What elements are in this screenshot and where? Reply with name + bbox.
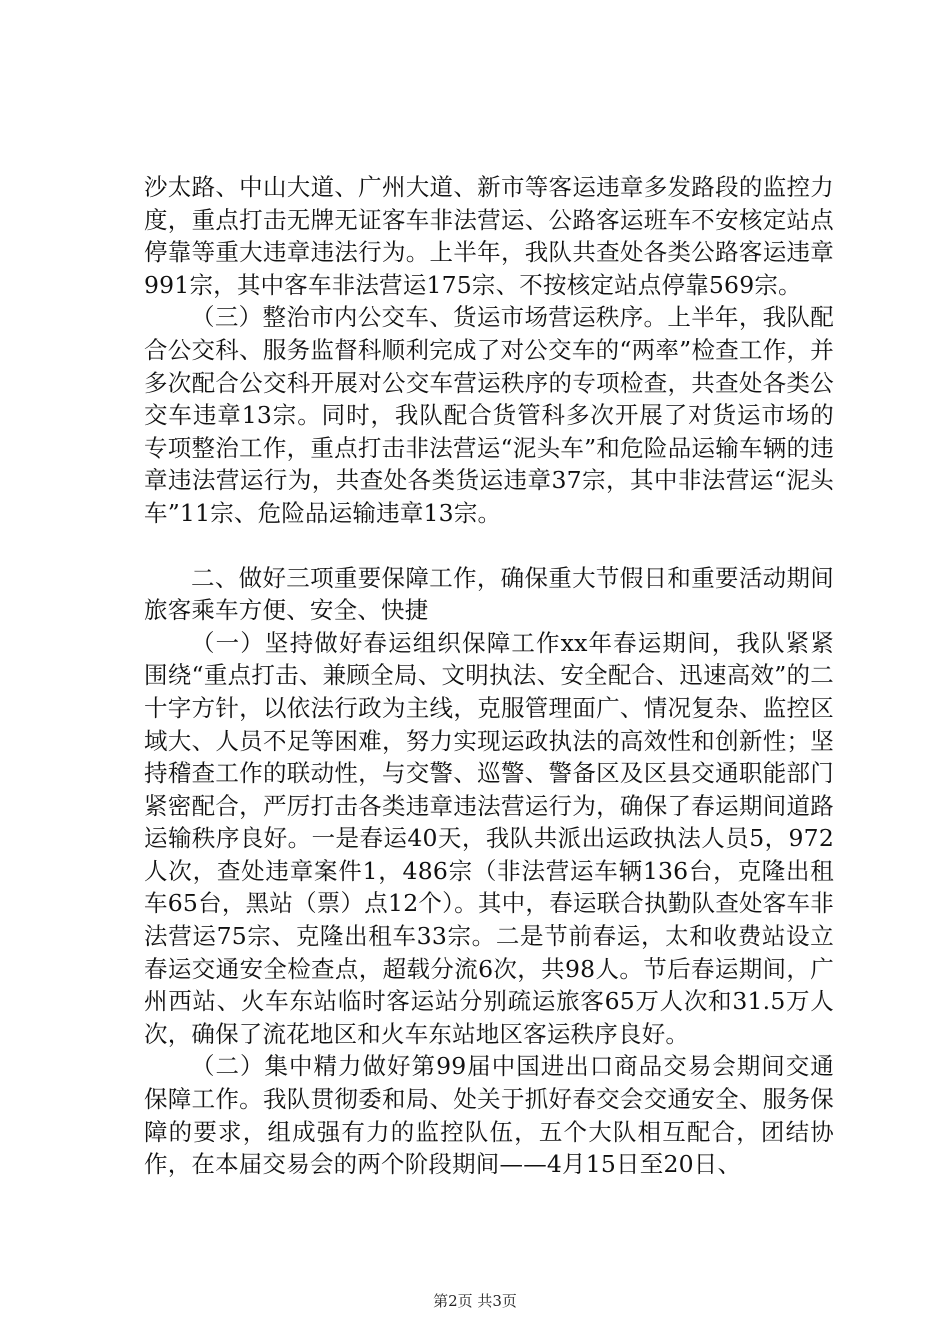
paragraph-spring-transport: （一）坚持做好春运组织保障工作xx年春运期间，我队紧紧围绕“重点打击、兼顾全局、文明执法、安全配合、迅速高效”的二十字方针，以依法行政为主线，克服管理面广、情况复杂、监控区域大、人员不足等困难，努力实现运政执法的高效性和创新性；坚持稽查工作的联动性，与交警、巡警、警备区及区县交通职能部门紧密配合，严厉打击各类违章违法营运行为，确保了春运期间道路运输秩序良好。一是春运40天，我队共派出运政执法人员5，972人次，查处违章案件1，486宗（非法营运车辆136台，克隆出租车65台，黑站（票）点12个）。其中，春运联合执勤队查处客车非法营运75宗、克隆出租车33宗。二是节前春运，太和收费站设立春运交通安全检查点，超载分流6次，共98人。节后春运期间，广州西站、火车东站临时客运站分别疏运旅客65万人次和31.5万人次，确保了流花地区和火车东站地区客运秩序良好。 xyxy=(144,628,834,1048)
paragraph-trade-fair: （二）集中精力做好第99届中国进出口商品交易会期间交通保障工作。我队贯彻委和局、处关于抓好春交会交通安全、服务保障的要求，组成强有力的监控队伍，五个大队相互配合，团结协作，在本届交易会的两个阶段期间——4月15日至20日、 xyxy=(144,1052,834,1179)
paragraph-section-3: （三）整治市内公交车、货运市场营运秩序。上半年，我队配合公交科、服务监督科顺利完成了对公交车的“两率”检查工作，并多次配合公交科开展对公交车营运秩序的专项检查，共查处各类公交车违章13宗。同时，我队配合货管科多次开展了对货运市场的专项整治工作，重点打击非法营运“泥头车”和危险品运输车辆的违章违法营运行为，共查处各类货运违章37宗，其中非法营运“泥头车”11宗、危险品运输违章13宗。 xyxy=(144,303,834,527)
document-body xyxy=(144,171,834,1181)
page-number: 第2页 共3页 xyxy=(433,1292,517,1310)
heading-section-two: 二、做好三项重要保障工作，确保重大节假日和重要活动期间旅客乘车方便、安全、快捷 xyxy=(144,563,834,625)
paragraph-continuation: 沙太路、中山大道、广州大道、新市等客运违章多发路段的监控力度，重点打击无牌无证客车非法营运、公路客运班车不安核定站点停靠等重大违章违法行为。上半年，我队共查处各类公路客运违章991宗，其中客车非法营运175宗、不按核定站点停靠569宗。 xyxy=(144,173,834,299)
